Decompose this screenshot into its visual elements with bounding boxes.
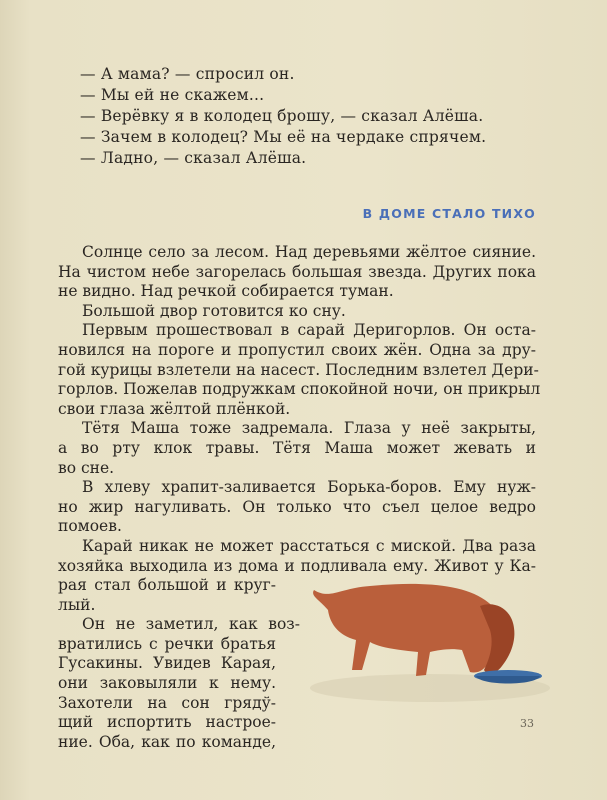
text-line: Гусакины. Увидев Карая, (58, 654, 276, 673)
dog-figure (313, 584, 514, 676)
text-line: ние. Оба, как по команде, (58, 732, 276, 751)
text-line: но жир нагуливать. Он только что съел целое ведро (58, 497, 536, 516)
dog-eating-illustration (300, 570, 550, 710)
text-line: Карай никак не может расстаться с миской. Два раза (82, 536, 536, 555)
text-line: Тётя Маша тоже задремала. Глаза у неё закрыты, (82, 419, 536, 438)
text-line: вратились с речки братья (58, 634, 276, 653)
text-line: гой курицы взлетели на насест. Последним взлетел Дери- (58, 360, 539, 379)
text-line: лый. (58, 595, 96, 614)
text-line: Захотели на сон грядў- (58, 693, 276, 712)
chapter-heading: В ДОМЕ СТАЛО ТИХО (362, 206, 536, 221)
text-line: В хлеву храпит-заливается Борька-боров. Ему нуж- (82, 478, 536, 497)
dialog-line: — Мы ей не скажем... (80, 86, 265, 104)
text-line: помоев. (58, 517, 122, 536)
dialog-line: — Верёвку я в колодец брошу, — сказал Алёша. (80, 107, 484, 125)
dialog-block (80, 64, 560, 169)
text-line: На чистом небе загорелась большая звезда. Других пока (58, 262, 536, 281)
text-line: они заковыляли к нему. (58, 674, 276, 693)
text-line: не видно. Над речкой собирается туман. (58, 282, 394, 301)
text-line: горлов. Пожелав подружкам спокойной ночи, он прикрыл (58, 380, 541, 399)
text-line: хозяйка выходила из дома и подливала ему. Живот у Ка- (58, 556, 536, 575)
text-line: Большой двор готовится ко сну. (82, 301, 346, 320)
page-number: 33 (520, 717, 534, 730)
text-line: новился на пороге и пропустил своих жён. Одна за дру- (58, 340, 536, 359)
text-line: во сне. (58, 458, 115, 477)
text-line: а во рту клок травы. Тётя Маша может жевать и (58, 438, 536, 457)
text-line: Солнце село за лесом. Над деревьями жёлтое сияние. (82, 243, 536, 261)
text-line: рая стал большой и круг- (58, 576, 276, 595)
dialog-line: — Ладно, — сказал Алёша. (80, 149, 307, 167)
text-line: Он не заметил, как воз- (82, 615, 300, 634)
dialog-line: — Зачем в колодец? Мы её на чердаке спрячем. (80, 128, 487, 146)
text-line: свои глаза жёлтой плёнкой. (58, 399, 291, 418)
dialog-line: — А мама? — спросил он. (80, 65, 295, 83)
text-line: Первым прошествовал в сарай Деригорлов. Он оста- (82, 321, 536, 340)
text-line: щий испортить настрое- (58, 713, 276, 732)
